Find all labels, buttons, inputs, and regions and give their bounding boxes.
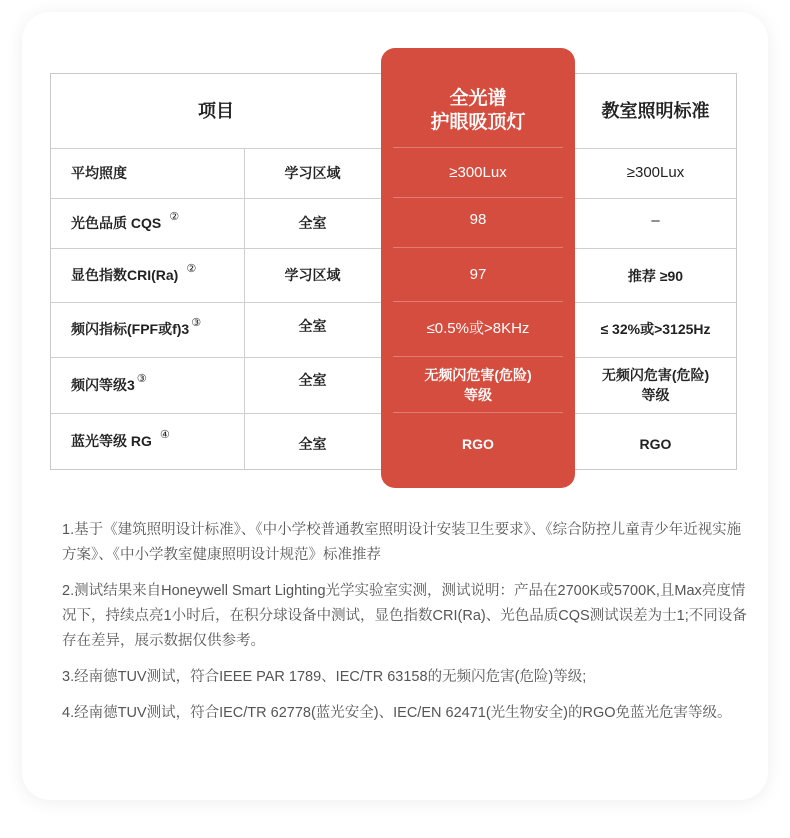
footnote-1: 1.基于《建筑照明设计标准》、《中小学校普通教室照明设计安装卫生要求》、《综合防控儿童青少年近视实施方案》、《中小学教室健康照明设计规范》标准推荐 — [62, 522, 742, 563]
row-product-value: 98 — [469, 210, 487, 228]
footnote-4: 4.经南德TUV测试，符合IEC/TR 62778(蓝光安全)、IEC/EN 62471(光生物安全)的RGO免蓝光危害等级。 — [62, 705, 732, 721]
row-standard-value: RGO — [639, 436, 672, 452]
footnote-mark: ④ — [159, 429, 170, 442]
row-product-line1: 无频闪危害(危险) — [424, 366, 532, 383]
row-name — [51, 357, 244, 413]
row-name-label: 光色品质 CQS — [71, 214, 162, 231]
footnote-mark: ② — [186, 262, 197, 275]
row-product-value — [381, 357, 575, 413]
row-product-value: ≤0.5%或>8KHz — [426, 320, 530, 338]
footnote-mark: ③ — [136, 372, 147, 385]
row-area: 全室 — [298, 214, 327, 231]
row-standard-value: – — [651, 211, 660, 229]
footnote-mark: ② — [169, 210, 180, 223]
row-standard-line1: 无频闪危害(危险) — [601, 366, 710, 383]
header-product-line2: 护眼吸顶灯 — [430, 112, 526, 133]
row-name — [51, 198, 244, 248]
row-product-value: RGO — [462, 436, 494, 452]
row-product-value: ≥300Lux — [449, 163, 507, 181]
footnote-mark: ③ — [191, 317, 202, 330]
row-standard-value: 推荐 ≥90 — [627, 267, 684, 284]
row-area: 全室 — [298, 371, 327, 388]
row-area: 学习区域 — [284, 266, 341, 283]
row-area: 学习区域 — [284, 164, 341, 181]
row-standard-value: ≤ 32%或>3125Hz — [600, 321, 711, 337]
header-product-line1: 全光谱 — [449, 88, 507, 110]
footnote-3: 3.经南德TUV测试，符合IEEE PAR 1789、IEC/TR 63158的无频闪危害(危险)等级; — [62, 669, 587, 685]
row-area: 全室 — [298, 317, 327, 334]
row-name — [51, 248, 244, 302]
footnote-2: 2.测试结果来自Honeywell Smart Lighting光学实验室实测，测试说明：产品在2700K或5700K,且Max亮度情况下，持续点亮1小时后，在积分球设备中测试，显色指数CRI(Ra)、光色品质CQS测试误差为士1;不同设备存在差异，展示数据仅供参考。 — [62, 583, 747, 649]
header-product — [381, 74, 575, 148]
row-standard-value — [575, 357, 736, 413]
row-name-label: 频闪等级3 — [71, 376, 135, 393]
row-name — [51, 302, 244, 357]
row-name — [51, 413, 244, 470]
row-name — [51, 148, 244, 198]
row-name-label: 显色指数CRI(Ra) — [71, 266, 179, 283]
row-name-label: 蓝光等级 RG — [71, 433, 152, 449]
header-standard: 教室照明标准 — [601, 100, 710, 121]
footnotes — [62, 518, 752, 737]
row-name-label: 平均照度 — [71, 164, 127, 181]
row-standard-line2: 等级 — [641, 387, 670, 403]
row-product-line2: 等级 — [464, 387, 492, 403]
row-product-value: 97 — [469, 265, 487, 283]
row-area: 全室 — [298, 436, 327, 452]
header-item: 项目 — [198, 100, 234, 121]
row-name-label: 频闪指标(FPF或f)3 — [71, 321, 190, 337]
row-standard-value: ≥300Lux — [626, 163, 685, 181]
